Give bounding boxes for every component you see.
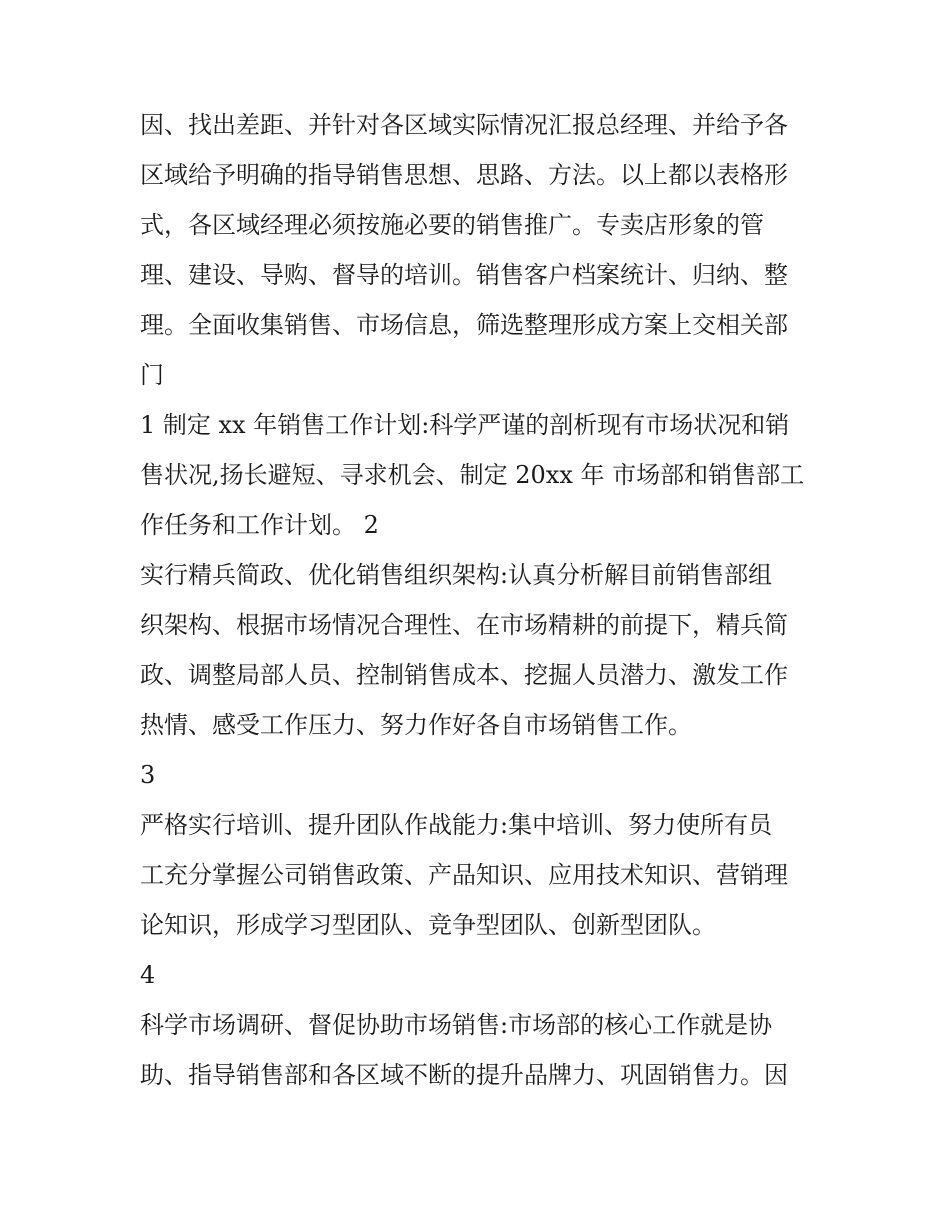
- text-line: 因、找出差距、并针对各区域实际情况汇报总经理、并给予各: [140, 111, 788, 139]
- text-line: 售状况,扬长避短、寻求机会、制定 20xx 年 市场部和销售部工: [140, 461, 805, 489]
- text-line: 理。全面收集销售、市场信息，筛选整理形成方案上交相关部: [140, 311, 788, 339]
- text-line: 式，各区域经理必须按施必要的销售推广。专卖店形象的管: [140, 211, 764, 239]
- document-body: [140, 100, 820, 1100]
- text-line: 助、指导销售部和各区域不断的提升品牌力、巩固销售力。因: [140, 1061, 788, 1089]
- text-line: 科学市场调研、督促协助市场销售:市场部的核心工作就是协: [140, 1011, 773, 1039]
- text-line: 1 制定 xx 年销售工作计划:科学严谨的剖析现有市场状况和销: [140, 411, 790, 439]
- text-line: 实行精兵简政、优化销售组织架构:认真分析解目前销售部组: [140, 561, 773, 589]
- text-line: 3: [140, 761, 156, 789]
- text-line: 政、调整局部人员、控制销售成本、挖掘人员潜力、激发工作: [140, 661, 788, 689]
- text-line: 门: [140, 361, 164, 389]
- text-line: 论知识，形成学习型团队、竞争型团队、创新型团队。: [140, 911, 716, 939]
- text-line: 区域给予明确的指导销售思想、思路、方法。以上都以表格形: [140, 161, 788, 189]
- text-line: 织架构、根据市场情况合理性、在市场精耕的前提下，精兵简: [140, 611, 788, 639]
- text-line: 严格实行培训、提升团队作战能力:集中培训、努力使所有员: [140, 811, 773, 839]
- text-line: 工充分掌握公司销售政策、产品知识、应用技术知识、营销理: [140, 861, 788, 889]
- text-line: 作任务和工作计划。 2: [140, 511, 379, 539]
- text-line: 热情、感受工作压力、努力作好各自市场销售工作。: [140, 711, 692, 739]
- text-line: 4: [140, 961, 156, 989]
- text-line: 理、建设、导购、督导的培训。销售客户档案统计、归纳、整: [140, 261, 788, 289]
